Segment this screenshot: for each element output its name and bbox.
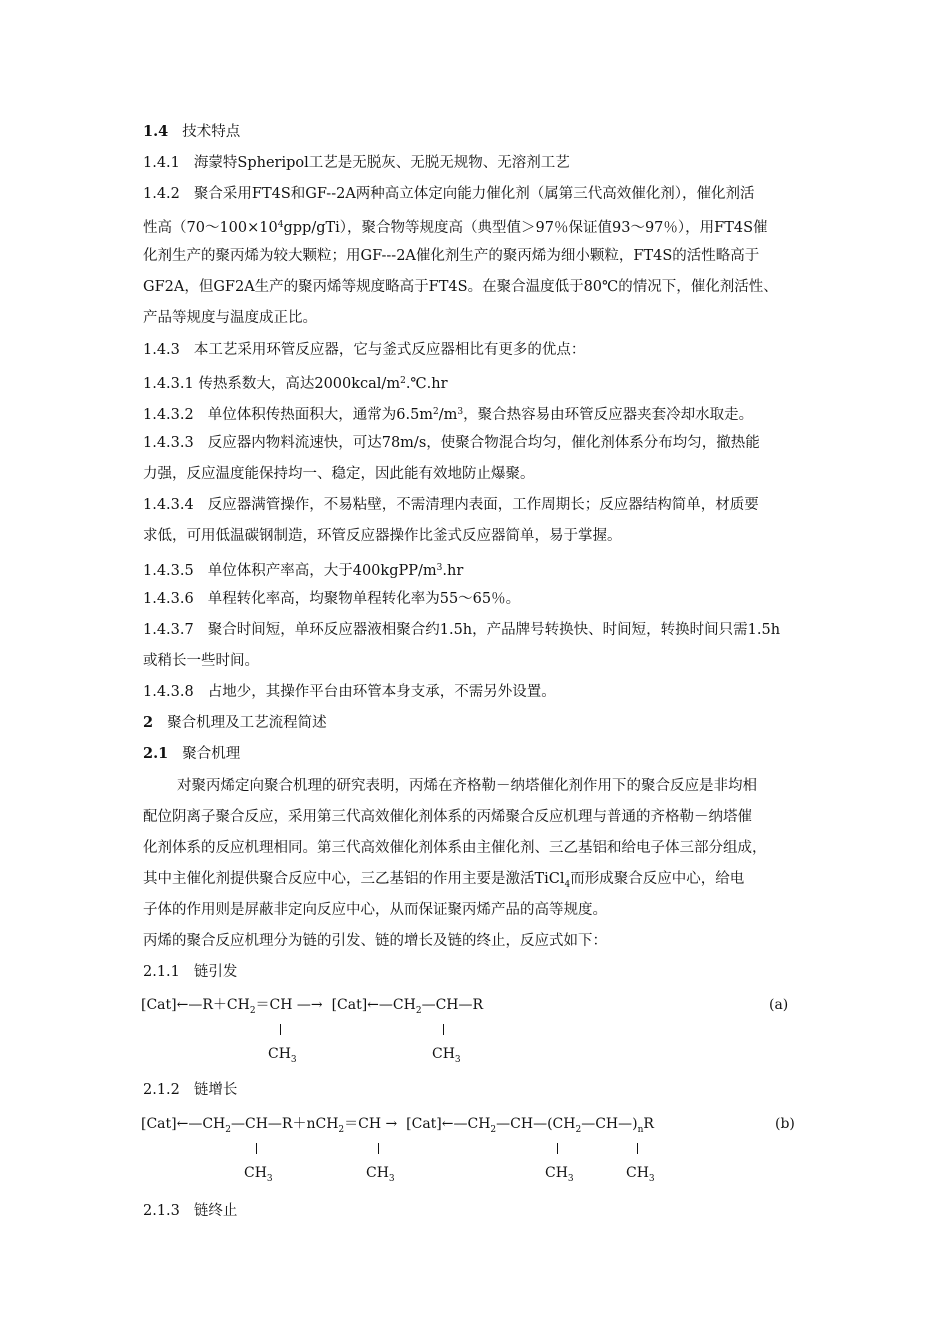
item-1-4-3-3-line1: 1.4.3.3 反应器内物料流速快，可达78m/s，使聚合物混合均匀，催化剂体系分布均匀，撤热能 (143, 435, 760, 451)
item-1-4-3-7-line1: 1.4.3.7 聚合时间短，单环反应器液相聚合约1.5h，产品牌号转换快、时间短，转换时间只需1.5h (143, 622, 781, 638)
item-1-4-3: 1.4.3 本工艺采用环管反应器，它与釜式反应器相比有更多的优点： (143, 342, 586, 358)
equation-a-bond-2 (443, 1024, 444, 1035)
paragraph-line4: 其中主催化剂提供聚合反应中心，三乙基铝的作用主要是激活TiCl$_4$而形成聚合反应中心，给电 (143, 871, 745, 890)
item-1-4-2-line2: 性高$(70\sim 100\times 10^4gpp/gTi)$，聚合物等规度高（典型值＞97％保证值93～97％），用FT4S催 (143, 220, 768, 236)
item-1-4-2-line5: 产品等规度与温度成正比。 (143, 310, 317, 326)
item-1-4-3-7-line2: 或稍长一些时间。 (143, 653, 259, 669)
equation-a-main: $[Cat]\leftarrow—R+CH_2=CH$ —→ $[Cat]\leftarrow—CH_2—CH—R$ (141, 997, 484, 1016)
item-1-4-3-5: 1.4.3.5 单位体积产率高，大于$400kgPP/m^3.hr$ (143, 563, 464, 579)
equation-b-bond-1 (256, 1143, 257, 1154)
equation-a-bond-1 (280, 1024, 281, 1035)
paragraph-line3: 化剂体系的反应机理相同。第三代高效催化剂体系由主催化剂、三乙基铝和给电子体三部分组成， (143, 840, 767, 856)
item-1-4-3-3-line2: 力强，反应温度能保持均一、稳定，因此能有效地防止爆聚。 (143, 466, 535, 482)
equation-a-label: (a) (769, 997, 789, 1013)
item-1-4-3-2: 1.4.3.2 单位体积传热面积大，通常为$6.5m^2/m^3$，聚合热容易由环管反应器夹套冷却水取走。 (143, 407, 754, 423)
item-1-4-2-line1: 1.4.2 聚合采用FT4S和GF--2A两种高立体定向能力催化剂（属第三代高效催化剂），催化剂活 (143, 186, 755, 202)
heading-2-1-1: 2.1.1 链引发 (143, 964, 238, 980)
equation-b-bond-2 (378, 1143, 379, 1154)
item-1-4-3-4-line1: 1.4.3.4 反应器满管操作，不易粘壁，不需清理内表面，工作周期长；反应器结构简单，材质要 (143, 497, 759, 513)
equation-b-methyl-2: $CH_3$ (366, 1165, 395, 1184)
equation-a-methyl-2: $CH_3$ (432, 1046, 461, 1065)
item-1-4-3-1: 1.4.3.1 传热系数大，高达$2000kcal/m^2.℃.hr$ (143, 376, 448, 392)
item-1-4-2-line4: GF2A，但GF2A生产的聚丙烯等规度略高于FT4S。在聚合温度低于80℃的情况下，催化剂活性、 (143, 279, 778, 295)
equation-b-main: $[Cat]\leftarrow—CH_2—CH—R+nCH_2=CH$ → $[Cat]\leftarrow—CH_2—CH—(CH_2—CH—)_nR$ (141, 1116, 654, 1135)
heading-2-1: 2.1 聚合机理 (143, 745, 241, 762)
equation-b-methyl-3: $CH_3$ (545, 1165, 574, 1184)
item-1-4-3-8: 1.4.3.8 占地少，其操作平台由环管本身支承，不需另外设置。 (143, 684, 556, 700)
equation-b-methyl-4: $CH_3$ (626, 1165, 655, 1184)
heading-2-1-3: 2.1.3 链终止 (143, 1203, 238, 1219)
equation-b-bond-4 (637, 1143, 638, 1154)
heading-1-4: 1.4 技术特点 (143, 123, 241, 140)
paragraph-line2: 配位阴离子聚合反应，采用第三代高效催化剂体系的丙烯聚合反应机理与普通的齐格勒－纳塔催 (143, 809, 752, 825)
heading-2: 2 聚合机理及工艺流程简述 (143, 714, 327, 731)
equation-b-label: (b) (775, 1116, 795, 1132)
paragraph-line6: 丙烯的聚合反应机理分为链的引发、链的增长及链的终止，反应式如下： (143, 933, 607, 949)
equation-b-bond-3 (557, 1143, 558, 1154)
equation-b-methyl-1: $CH_3$ (244, 1165, 273, 1184)
item-1-4-3-4-line2: 求低，可用低温碳钢制造，环管反应器操作比釜式反应器简单，易于掌握。 (143, 528, 622, 544)
paragraph-line1: 对聚丙烯定向聚合机理的研究表明，丙烯在齐格勒－纳塔催化剂作用下的聚合反应是非均相 (177, 778, 757, 794)
item-1-4-1: 1.4.1 海蒙特Spheripol工艺是无脱灰、无脱无规物、无溶剂工艺 (143, 155, 570, 171)
item-1-4-2-line3: 化剂生产的聚丙烯为较大颗粒；用GF---2A催化剂生产的聚丙烯为细小颗粒，FT4S的活性略高于 (143, 248, 760, 264)
item-1-4-3-6: 1.4.3.6 单程转化率高，均聚物单程转化率为55～65％。 (143, 591, 521, 607)
heading-2-1-2: 2.1.2 链增长 (143, 1082, 238, 1098)
equation-a-methyl-1: $CH_3$ (268, 1046, 297, 1065)
paragraph-line5: 子体的作用则是屏蔽非定向反应中心，从而保证聚丙烯产品的高等规度。 (143, 902, 607, 918)
